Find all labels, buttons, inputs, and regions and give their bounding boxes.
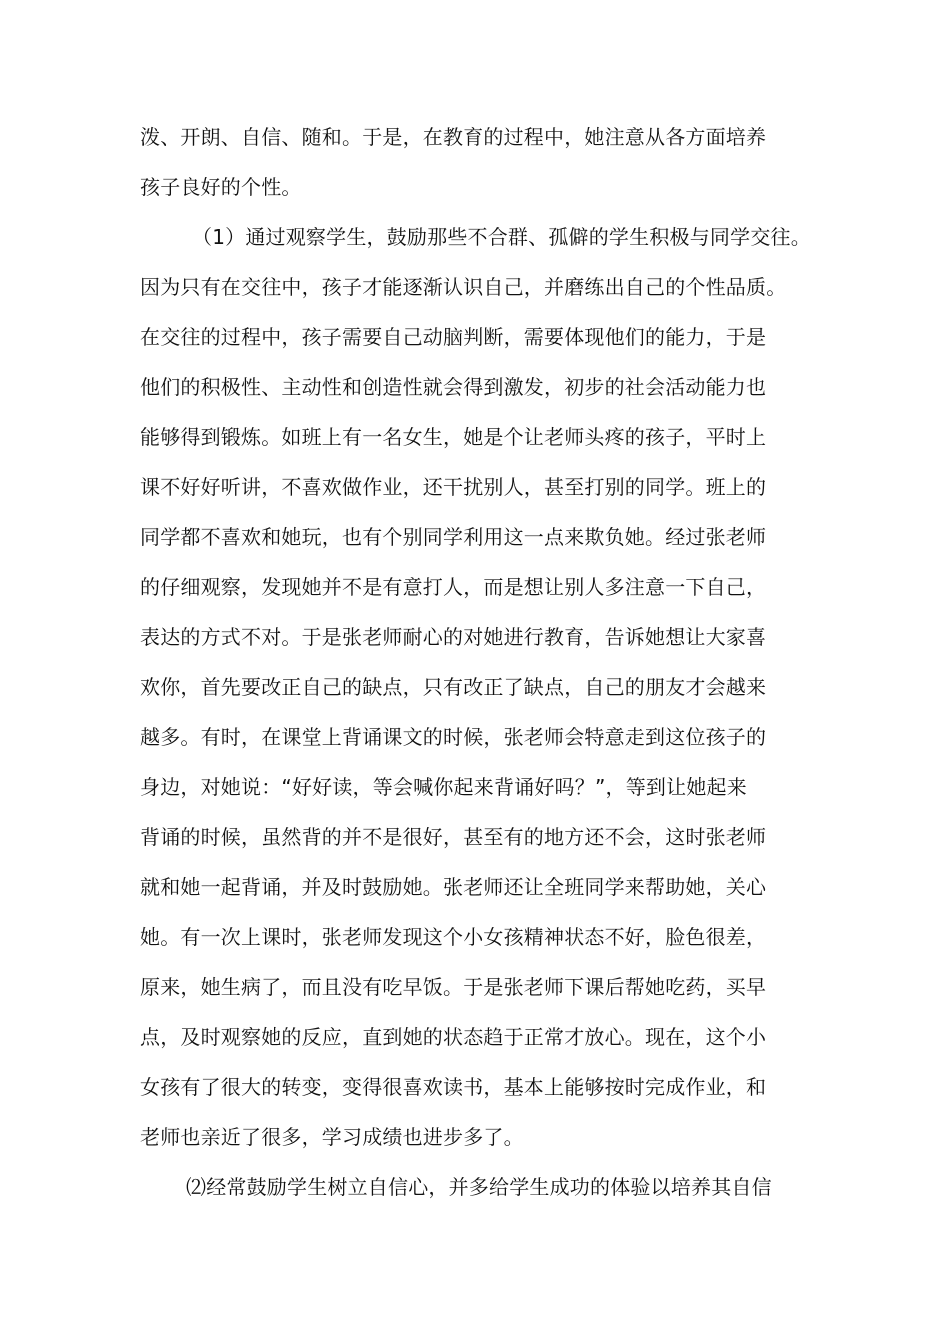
text-line: 背诵的时候，虽然背的并不是很好，甚至有的地方还不会，这时张老师 bbox=[140, 825, 767, 849]
text-line: 越多。有时，在课堂上背诵课文的时候，张老师会特意走到这位孩子的 bbox=[140, 725, 767, 749]
text-line: 身边，对她说：“好好读，等会喊你起来背诵好吗？”，等到让她起来 bbox=[140, 775, 747, 799]
paragraph-heading-2: ⑵经常鼓励学生树立自信心，并多给学生成功的体验以培养其自信 bbox=[186, 1175, 772, 1199]
text-line: 女孩有了很大的转变，变得很喜欢读书，基本上能够按时完成作业，和 bbox=[140, 1075, 767, 1099]
text-line: 课不好好听讲，不喜欢做作业，还干扰别人，甚至打别的同学。班上的 bbox=[140, 475, 767, 499]
text-line: 表达的方式不对。于是张老师耐心的对她进行教育，告诉她想让大家喜 bbox=[140, 625, 767, 649]
text-line: 他们的积极性、主动性和创造性就会得到激发，初步的社会活动能力也 bbox=[140, 375, 767, 399]
text-line: 她。有一次上课时，张老师发现这个小女孩精神状态不好，脸色很差， bbox=[140, 925, 767, 949]
text-line: 就和她一起背诵，并及时鼓励她。张老师还让全班同学来帮助她，关心 bbox=[140, 875, 767, 899]
paragraph-heading-1: （1）通过观察学生，鼓励那些不合群、孤僻的学生积极与同学交往。 bbox=[192, 225, 811, 249]
text-line: 原来，她生病了，而且没有吃早饭。于是张老师下课后帮她吃药，买早 bbox=[140, 975, 767, 999]
text-line: 点，及时观察她的反应，直到她的状态趋于正常才放心。现在，这个小 bbox=[140, 1025, 767, 1049]
text-line: 泼、开朗、自信、随和。于是，在教育的过程中，她注意从各方面培养 bbox=[140, 125, 767, 149]
text-line: 的仔细观察，发现她并不是有意打人，而是想让别人多注意一下自己， bbox=[140, 575, 767, 599]
text-line: 老师也亲近了很多，学习成绩也进步多了。 bbox=[140, 1125, 524, 1149]
text-line: 因为只有在交往中，孩子才能逐渐认识自己，并磨练出自己的个性品质。 bbox=[140, 275, 787, 299]
text-line: 能够得到锻炼。如班上有一名女生，她是个让老师头疼的孩子，平时上 bbox=[140, 425, 767, 449]
text-line: 欢你，首先要改正自己的缺点，只有改正了缺点，自己的朋友才会越来 bbox=[140, 675, 767, 699]
text-line: 孩子良好的个性。 bbox=[140, 175, 302, 199]
text-line: 同学都不喜欢和她玩，也有个别同学利用这一点来欺负她。经过张老师 bbox=[140, 525, 767, 549]
text-line: 在交往的过程中，孩子需要自己动脑判断，需要体现他们的能力，于是 bbox=[140, 325, 767, 349]
